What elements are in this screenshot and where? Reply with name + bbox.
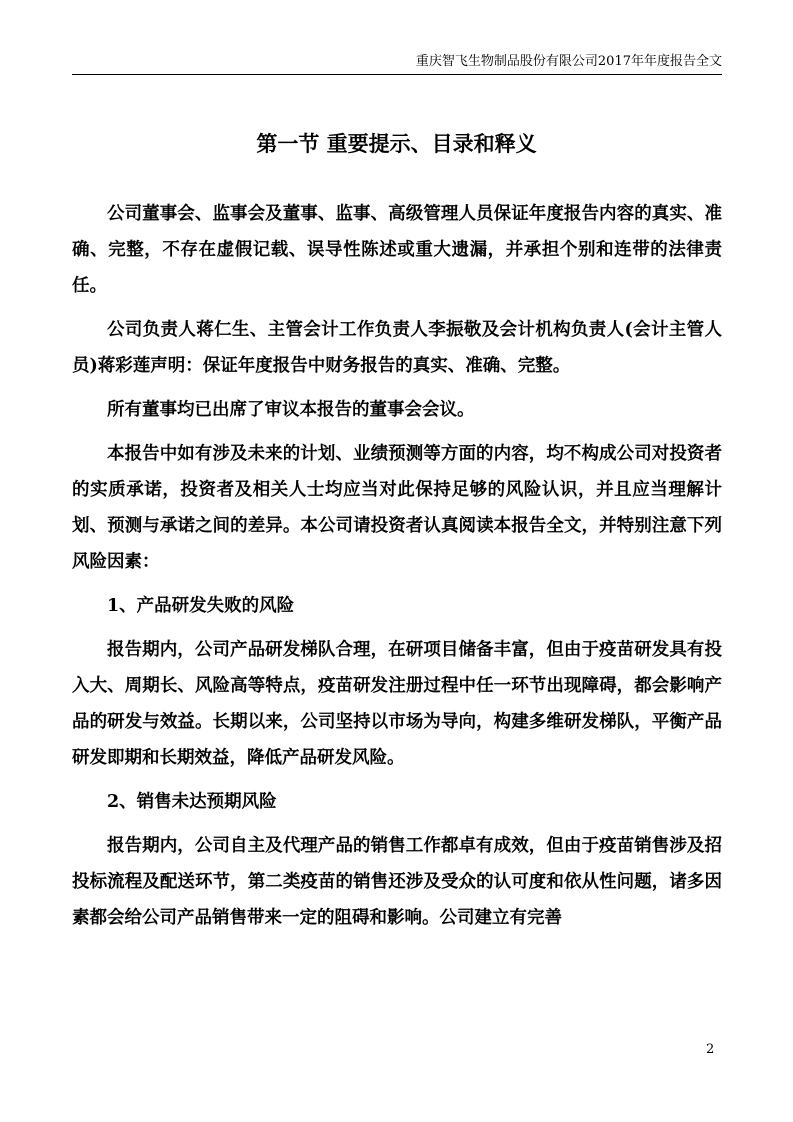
risk-heading-rd-failure: 1、产品研发失败的风险	[107, 596, 295, 616]
board-guarantee-paragraph: 公司董事会、监事会及董事、监事、高级管理人员保证年度报告内容的真实、准确、完整，不存在虚假记载、误导性陈述或重大遗漏，并承担个别和连带的法律责任。	[72, 204, 722, 296]
board-attendance-paragraph: 所有董事均已出席了审议本报告的董事会会议。	[107, 400, 475, 420]
responsible-persons-statement: 公司负责人蒋仁生、主管会计工作负责人李振敬及会计机构负责人(会计主管人员)蒋彩莲声明：保证年度报告中财务报告的真实、准确、完整。	[72, 320, 722, 376]
section-title: 第一节 重要提示、目录和释义	[256, 131, 537, 156]
document-body	[72, 196, 722, 944]
risk-heading-sales: 2、销售未达预期风险	[107, 792, 277, 812]
forward-looking-disclaimer: 本报告中如有涉及未来的计划、业绩预测等方面的内容，均不构成公司对投资者的实质承诺，投资者及相关人士均应当对此保持足够的风险认识，并且应当理解计划、预测与承诺之间的差异。本公司请投资者认真阅读本报告全文，并特别注意下列风险因素：	[72, 444, 722, 572]
page-header	[72, 54, 722, 75]
report-header-title: 重庆智飞生物制品股份有限公司2017年年度报告全文	[415, 54, 722, 69]
risk-text-sales: 报告期内，公司自主及代理产品的销售工作都卓有成效，但由于疫苗销售涉及招投标流程及配送环节，第二类疫苗的销售还涉及受众的认可度和依从性问题，诸多因素都会给公司产品销售带来一定的阻碍和影响。公司建立有完善	[72, 836, 722, 928]
page-number: 2	[706, 1042, 715, 1057]
risk-text-rd-failure: 报告期内，公司产品研发梯队合理，在研项目储备丰富，但由于疫苗研发具有投入大、周期长、风险高等特点，疫苗研发注册过程中任一环节出现障碍，都会影响产品的研发与效益。长期以来，公司坚持以市场为导向，构建多维研发梯队，平衡产品研发即期和长期效益，降低产品研发风险。	[72, 640, 722, 768]
